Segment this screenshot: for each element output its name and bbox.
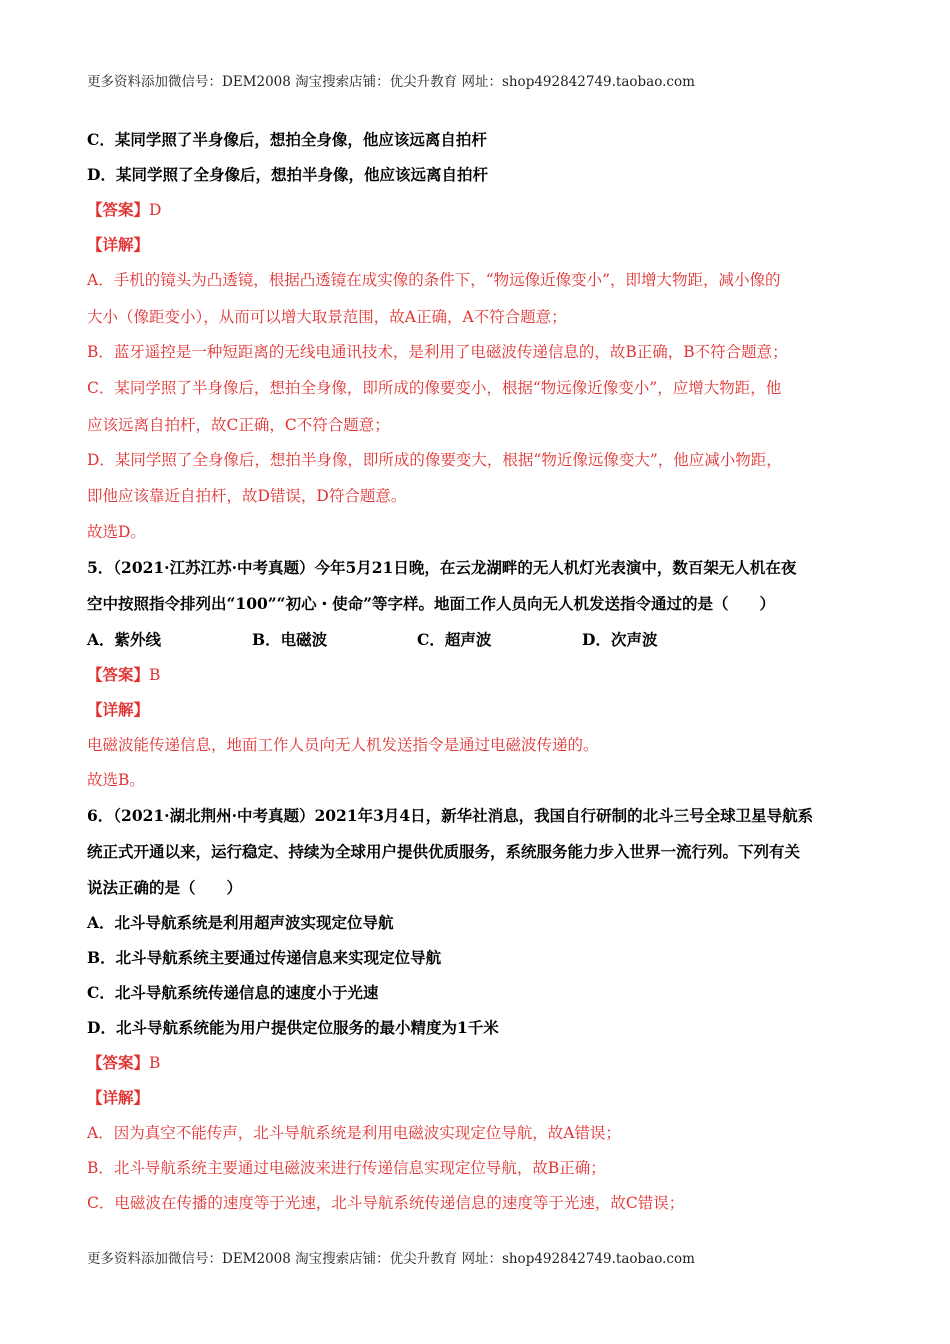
q5-stem-line: 5．（2021·江苏江苏·中考真题）今年5月21日晚，在云龙湖畔的无人机灯光表演中，数百架无人机在夜 — [87, 558, 797, 577]
q4-exp-line: 应该远离自拍杆，故C正确，C不符合题意； — [87, 416, 390, 434]
answer-tag: 【答案】 — [87, 1053, 150, 1072]
q4-detail-tag: 【详解】 — [87, 235, 150, 254]
q6-stem-line: 6．（2021·湖北荆州·中考真题）2021年3月4日，新华社消息，我国自行研制的北斗三号全球卫星导航系 — [87, 806, 814, 825]
page-footer: 更多资料添加微信号：DEM2008 淘宝搜索店铺：优尖升教育 网址：shop492842749.taobao.com — [87, 1251, 695, 1267]
q5-option-a: A．紫外线 — [87, 630, 162, 649]
q6-stem-line: 说法正确的是（ ） — [87, 878, 243, 897]
q5-answer — [87, 663, 867, 685]
q6-answer — [87, 1051, 867, 1073]
q5-detail-tag: 【详解】 — [87, 700, 150, 719]
q6-exp-line: B．北斗导航系统主要通过电磁波来进行传递信息实现定位导航，故B正确； — [87, 1159, 606, 1177]
q6-option-b: B．北斗导航系统主要通过传递信息来实现定位导航 — [87, 948, 442, 967]
answer-tag: 【答案】 — [87, 665, 150, 684]
q4-exp-line: 即他应该靠近自拍杆，故D错误，D符合题意。 — [87, 487, 407, 505]
q5-stem-line: 空中按照指令排列出“100”“初心・使命”等字样。地面工作人员向无人机发送指令通过的是（ ） — [87, 594, 776, 613]
q4-conclusion: 故选D。 — [87, 523, 146, 541]
q4-exp-line: A．手机的镜头为凸透镜，根据凸透镜在成实像的条件下，“物远像近像变小”，即增大物距，减小像的 — [87, 271, 781, 289]
q4-answer — [87, 198, 867, 220]
q4-exp-line: C．某同学照了半身像后，想拍全身像，即所成的像要变小，根据“物远像近像变小”，应增大物距，他 — [87, 379, 782, 397]
q5-option-d: D．次声波 — [582, 630, 658, 649]
q5-conclusion: 故选B。 — [87, 771, 145, 789]
answer-value: D — [149, 201, 162, 219]
q6-stem-line: 统正式开通以来，运行稳定、持续为全球用户提供优质服务，系统服务能力步入世界一流行列。下列有关 — [87, 842, 801, 861]
answer-tag: 【答案】 — [87, 200, 150, 219]
q6-option-a: A．北斗导航系统是利用超声波实现定位导航 — [87, 913, 394, 932]
answer-value: B — [149, 1054, 161, 1072]
q4-exp-line: D．某同学照了全身像后，想拍半身像，即所成的像要变大，根据“物近像远像变大”，他应减小物距， — [87, 451, 782, 469]
q4-option-c: C．某同学照了半身像后，想拍全身像，他应该远离自拍杆 — [87, 130, 487, 149]
q6-exp-line: A．因为真空不能传声，北斗导航系统是利用电磁波实现定位导航，故A错误； — [87, 1124, 621, 1142]
q5-option-b: B．电磁波 — [252, 630, 328, 649]
answer-value: B — [149, 666, 161, 684]
q6-option-d: D．北斗导航系统能为用户提供定位服务的最小精度为1千米 — [87, 1018, 499, 1037]
q6-option-c: C．北斗导航系统传递信息的速度小于光速 — [87, 983, 379, 1002]
q6-exp-line: C．电磁波在传播的速度等于光速，北斗导航系统传递信息的速度等于光速，故C错误； — [87, 1194, 685, 1212]
q4-exp-line: 大小（像距变小），从而可以增大取景范围，故A正确，A不符合题意； — [87, 308, 567, 326]
q4-exp-line: B．蓝牙遥控是一种短距离的无线电通讯技术，是利用了电磁波传递信息的，故B正确，B不符合题意； — [87, 343, 788, 361]
q5-exp-line: 电磁波能传递信息，地面工作人员向无人机发送指令是通过电磁波传递的。 — [87, 736, 599, 754]
q5-option-c: C．超声波 — [417, 630, 492, 649]
q4-option-d: D．某同学照了全身像后，想拍半身像，他应该远离自拍杆 — [87, 165, 488, 184]
q6-detail-tag: 【详解】 — [87, 1088, 150, 1107]
page-header: 更多资料添加微信号：DEM2008 淘宝搜索店铺：优尖升教育 网址：shop492842749.taobao.com — [87, 74, 695, 90]
